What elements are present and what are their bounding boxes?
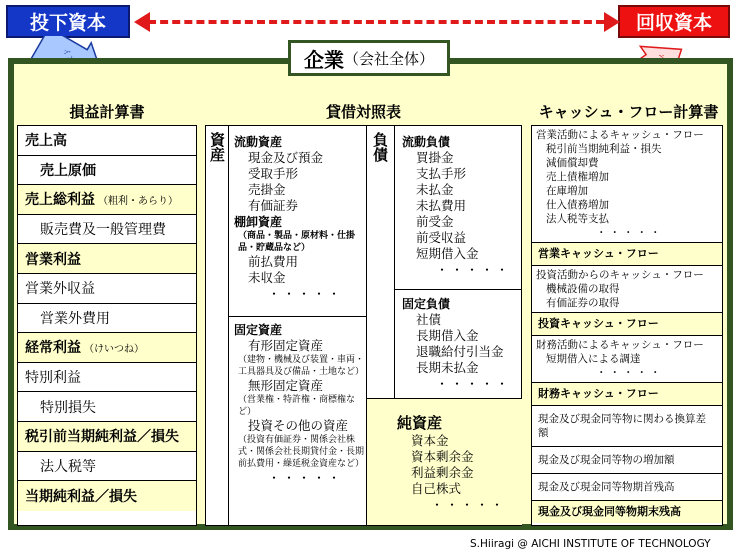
fixed-liabilities-block bbox=[402, 296, 520, 392]
inventory-heading: 棚卸資産 bbox=[234, 215, 283, 229]
list-item: 有価証券の取得 bbox=[546, 297, 620, 309]
cash-flow-subtotal bbox=[532, 243, 722, 266]
list-item: 資本剰余金 bbox=[411, 449, 474, 464]
list-item: 長期借入金 bbox=[416, 328, 479, 343]
company-title bbox=[288, 40, 450, 76]
list-item: 未払金 bbox=[416, 182, 454, 197]
continuation-dots: ・・・・・ bbox=[596, 227, 664, 239]
row-label: 営業外費用 bbox=[40, 310, 110, 327]
cash-flow-section bbox=[532, 266, 722, 313]
current-liabilities-heading: 流動負債 bbox=[402, 135, 451, 149]
row-label: 営業外収益 bbox=[25, 281, 95, 298]
table-row bbox=[18, 304, 196, 334]
list-item: 前受金 bbox=[416, 214, 454, 229]
other-investments: 投資その他の資産 bbox=[248, 418, 349, 433]
list-item: 短期借入金 bbox=[416, 246, 479, 261]
list-item: 売上債権増加 bbox=[546, 171, 609, 183]
net-assets-section bbox=[367, 398, 522, 525]
table-row bbox=[18, 422, 196, 452]
list-item: 現金及び預金 bbox=[248, 150, 324, 165]
cash-flow-title: キャッシュ・フロー計算書 bbox=[538, 103, 719, 121]
fixed-assets-heading: 固定資産 bbox=[234, 323, 283, 337]
current-assets-heading: 流動資産 bbox=[234, 135, 283, 149]
cash-flow-section bbox=[532, 336, 722, 383]
intangible-note: （営業権・特許権・商標権など） bbox=[238, 395, 356, 417]
cash-flow-subtotal bbox=[532, 383, 722, 406]
table-row bbox=[18, 215, 196, 245]
section-heading: 現金及び現金同等物期末残高 bbox=[538, 505, 681, 518]
cash-flow-section bbox=[532, 406, 722, 447]
section-heading: 現金及び現金同等物の増加額 bbox=[538, 454, 675, 466]
continuation-dots: ・・・・・ bbox=[436, 263, 512, 277]
fixed-liabilities-heading: 固定負債 bbox=[402, 297, 451, 311]
list-item: 自己株式 bbox=[411, 481, 462, 496]
list-item: 利益剰余金 bbox=[411, 465, 474, 480]
list-item: 仕入債務増加 bbox=[546, 199, 609, 211]
list-item: 法人税等支払 bbox=[546, 213, 609, 225]
tangible-note: （建物・機械及び装置・車両・工具器具及び備品・土地など） bbox=[238, 355, 365, 377]
arrow-right-icon bbox=[604, 12, 620, 32]
list-item: 長期未払金 bbox=[416, 360, 479, 375]
cash-flow-subtotal bbox=[532, 501, 722, 523]
list-item: 税引前当期純利益・損失 bbox=[546, 143, 662, 155]
row-label: 経常利益 bbox=[25, 340, 81, 357]
continuation-dots: ・・・・・ bbox=[268, 287, 344, 301]
section-heading: 現金及び現金同等物期首残高 bbox=[538, 481, 675, 493]
other-note: （投資有価証券・関係会社株式・関係会社長期貸付金・長期前払費用・繰延税金資産など） bbox=[238, 435, 365, 469]
intangible-assets: 無形固定資産 bbox=[248, 378, 324, 393]
cash-flow-section bbox=[532, 447, 722, 474]
continuation-dots: ・・・・・ bbox=[436, 377, 512, 391]
table-row bbox=[18, 481, 196, 511]
table-row bbox=[18, 392, 196, 422]
cash-flow-section bbox=[532, 126, 722, 243]
invested-capital-label: 投下資本 bbox=[6, 5, 130, 38]
current-liabilities-block bbox=[402, 134, 520, 278]
section-heading: 現金及び現金同等物に関わる換算差額 bbox=[538, 413, 706, 439]
row-label: 売上総利益 bbox=[25, 192, 95, 209]
row-label: 特別損失 bbox=[40, 399, 96, 416]
table-row bbox=[18, 333, 196, 363]
table-row bbox=[18, 452, 196, 482]
continuation-dots: ・・・・・ bbox=[431, 498, 507, 512]
net-assets-heading: 純資産 bbox=[397, 414, 443, 432]
cash-flow-section bbox=[532, 474, 722, 501]
list-item: 退職給付引当金 bbox=[416, 344, 504, 359]
row-label: 販売費及一般管理費 bbox=[40, 222, 166, 239]
section-heading: 営業活動によるキャッシュ・フロー bbox=[536, 129, 704, 141]
list-item: 減価償却費 bbox=[546, 157, 599, 169]
tangible-assets: 有形固定資産 bbox=[248, 338, 324, 353]
row-label: 税引前当期純利益／損失 bbox=[25, 429, 179, 446]
income-statement-title: 損益計算書 bbox=[69, 103, 145, 121]
row-note: （粗利・あらり） bbox=[98, 195, 178, 207]
table-row bbox=[18, 274, 196, 304]
table-row bbox=[18, 244, 196, 274]
cash-flow-subtotal bbox=[532, 313, 722, 336]
liabilities-label: 負債 bbox=[371, 132, 389, 162]
table-row bbox=[18, 156, 196, 186]
list-item: 売掛金 bbox=[248, 182, 286, 197]
continuation-dots: ・・・・・ bbox=[596, 367, 664, 379]
income-statement-table bbox=[17, 125, 197, 526]
list-item: 未収金 bbox=[248, 270, 286, 285]
current-assets-block bbox=[234, 134, 364, 302]
company-subtitle: （会社全体） bbox=[343, 49, 434, 68]
section-heading: 投資活動からのキャッシュ・フロー bbox=[536, 269, 704, 281]
balance-sheet-title: 貸借対照表 bbox=[325, 103, 401, 121]
assets-label: 資産 bbox=[208, 132, 226, 162]
table-row bbox=[18, 363, 196, 393]
balance-sheet-table bbox=[205, 125, 522, 526]
list-item: 短期借入による調達 bbox=[546, 353, 641, 365]
fixed-assets-block bbox=[234, 322, 364, 486]
list-item: 有価証券 bbox=[248, 198, 299, 213]
company-name: 企業 bbox=[303, 47, 344, 72]
row-note: （けいつね） bbox=[84, 343, 144, 355]
section-heading: 財務キャッシュ・フロー bbox=[538, 387, 659, 400]
arrow-left-icon bbox=[134, 12, 150, 32]
list-item: 未払費用 bbox=[416, 198, 467, 213]
row-label: 法人税等 bbox=[40, 458, 96, 475]
list-item: 前受収益 bbox=[416, 230, 467, 245]
list-item: 資本金 bbox=[411, 433, 449, 448]
table-row bbox=[18, 126, 196, 156]
section-heading: 営業キャッシュ・フロー bbox=[538, 247, 659, 260]
continuation-dots: ・・・・・ bbox=[268, 471, 344, 485]
row-label: 当期純利益／損失 bbox=[25, 488, 137, 505]
list-item: 受取手形 bbox=[248, 166, 299, 181]
section-heading: 財務活動によるキャッシュ・フロー bbox=[536, 339, 704, 351]
cash-flow-table bbox=[531, 125, 723, 526]
row-label: 特別利益 bbox=[25, 370, 81, 387]
list-item: 在庫増加 bbox=[546, 185, 588, 197]
inventory-note: （商品・製品・原材料・仕掛品・貯蔵品など） bbox=[238, 231, 356, 253]
list-item: 買掛金 bbox=[416, 150, 454, 165]
list-item: 社債 bbox=[416, 312, 442, 327]
list-item: 支払手形 bbox=[416, 166, 467, 181]
row-label: 売上高 bbox=[25, 133, 67, 150]
credit-text: S.Hiiragi @ AICHI INSTITUTE OF TECHNOLOGY bbox=[470, 538, 711, 550]
section-heading: 投資キャッシュ・フロー bbox=[538, 317, 659, 330]
capital-flow-dashed-line bbox=[148, 20, 604, 24]
list-item: 前払費用 bbox=[248, 254, 299, 269]
row-label: 営業利益 bbox=[25, 251, 81, 268]
row-label: 売上原価 bbox=[40, 162, 96, 179]
list-item: 機械設備の取得 bbox=[546, 283, 620, 295]
table-row bbox=[18, 185, 196, 215]
recovered-capital-label: 回収資本 bbox=[618, 5, 730, 38]
